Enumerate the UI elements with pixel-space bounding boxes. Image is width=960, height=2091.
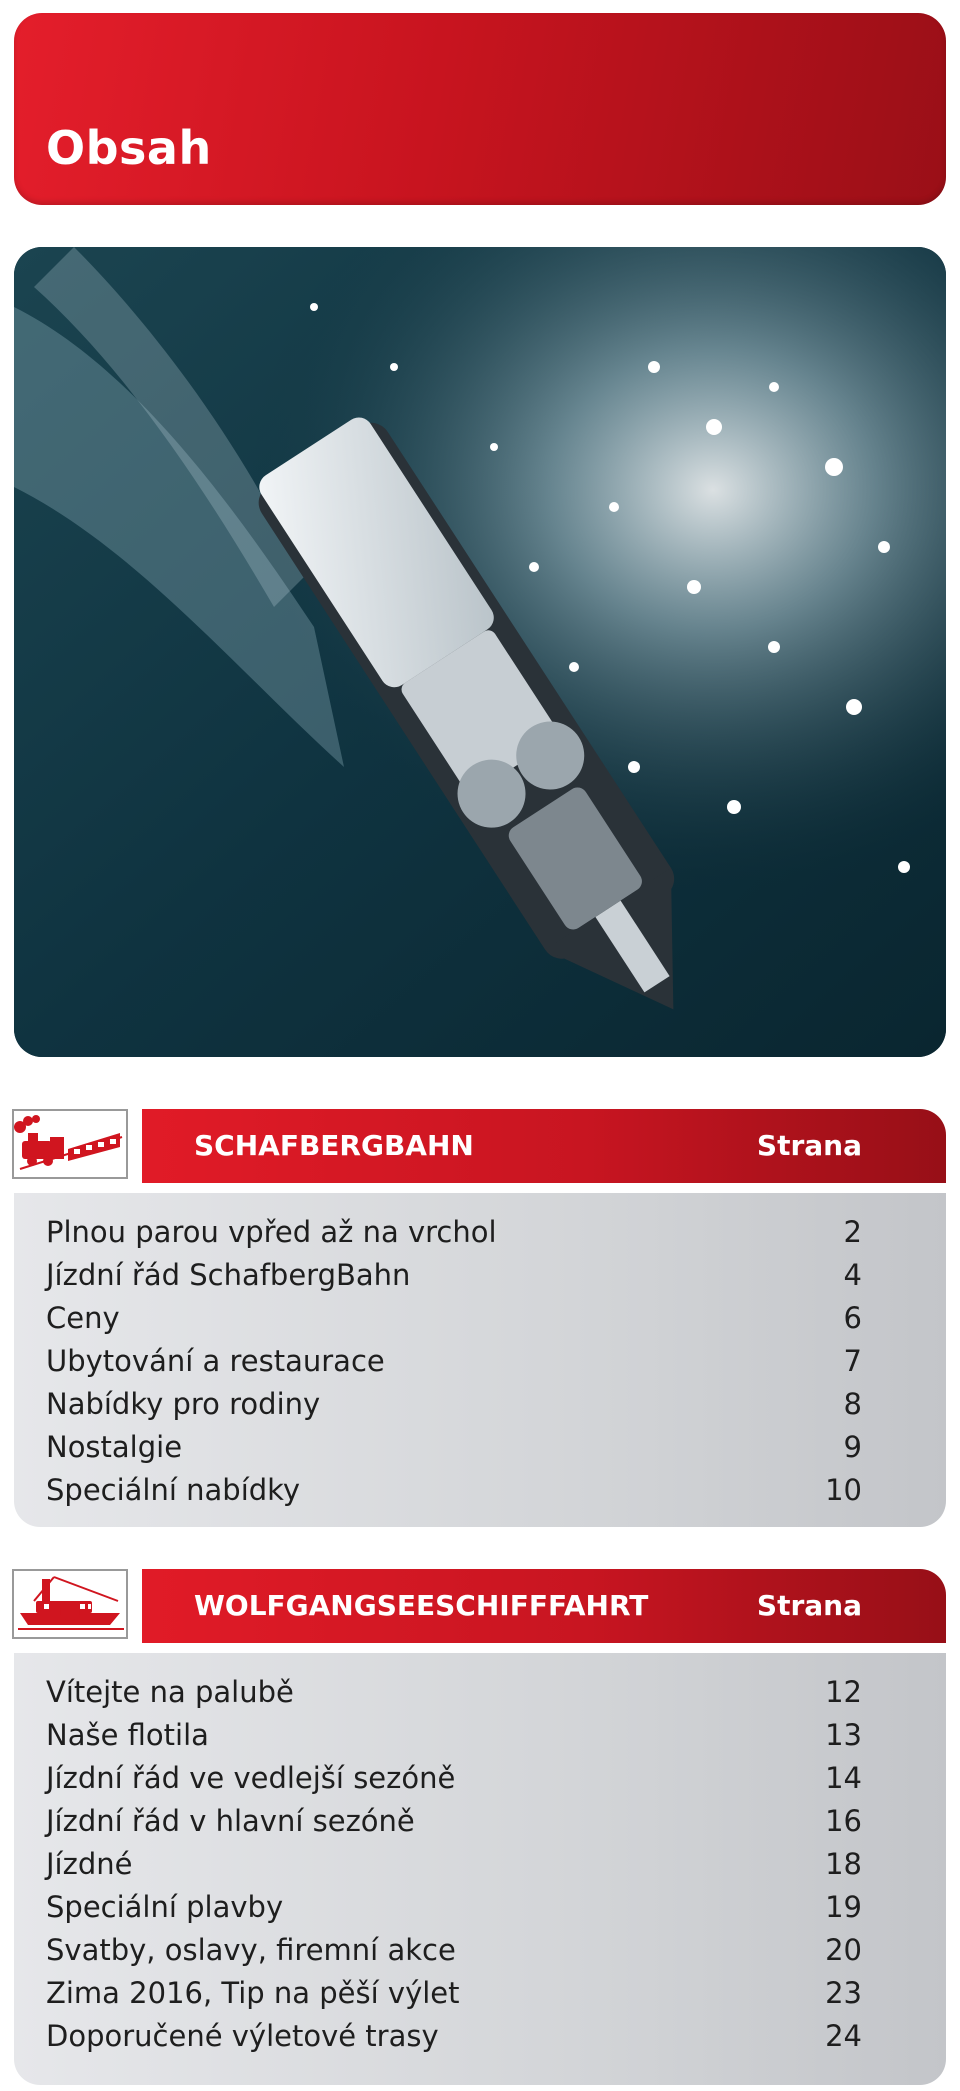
boat-photo-illustration <box>14 247 946 1057</box>
toc-entry-page: 6 <box>843 1301 862 1335</box>
toc-row[interactable] <box>46 2017 862 2060</box>
section-title: SCHAFBERGBAHN <box>194 1129 474 1162</box>
toc-row[interactable] <box>46 1845 862 1888</box>
toc-entry-label: Jízdní řád SchafbergBahn <box>46 1258 411 1292</box>
toc-entry-label: Jízdné <box>46 1847 133 1881</box>
toc-entry-page: 2 <box>843 1215 862 1249</box>
toc-row[interactable] <box>46 1428 862 1471</box>
toc-entry-label: Speciální nabídky <box>46 1473 301 1507</box>
toc-row[interactable] <box>46 1299 862 1342</box>
toc-row[interactable] <box>46 1802 862 1845</box>
toc-entry-page: 4 <box>843 1258 862 1292</box>
toc-entry-page: 20 <box>825 1933 862 1967</box>
toc-entry-label: Ceny <box>46 1301 120 1335</box>
toc-entry-label: Doporučené výletové trasy <box>46 2019 439 2053</box>
title-bar <box>14 13 946 205</box>
toc-entry-label: Nostalgie <box>46 1430 183 1464</box>
toc-entry-page: 12 <box>825 1675 862 1709</box>
toc-row[interactable] <box>46 1931 862 1974</box>
toc-row[interactable] <box>46 1759 862 1802</box>
toc-entry-page: 8 <box>843 1387 862 1421</box>
toc-row[interactable] <box>46 1385 862 1428</box>
toc-entry-page: 23 <box>825 1976 862 2010</box>
paddle-steamer-icon <box>12 1569 128 1639</box>
toc-row[interactable] <box>46 1256 862 1299</box>
toc-entry-page: 10 <box>825 1473 862 1507</box>
toc-row[interactable] <box>46 1471 862 1514</box>
boat-aerial-photo <box>14 247 946 1057</box>
toc-entry-page: 13 <box>825 1718 862 1752</box>
section-header-schafbergbahn <box>142 1109 946 1183</box>
section-list-schafbergbahn <box>14 1193 946 1527</box>
toc-entry-label: Speciální plavby <box>46 1890 284 1924</box>
page-column-label: Strana <box>756 1129 862 1162</box>
section-title: WOLFGANGSEESCHIFFFAHRT <box>194 1589 649 1622</box>
toc-entry-label: Plnou parou vpřed až na vrchol <box>46 1215 497 1249</box>
page-title: Obsah <box>46 121 212 175</box>
section-list-wolfgangseeschifffahrt <box>14 1653 946 2085</box>
toc-entry-page: 9 <box>843 1430 862 1464</box>
toc-entry-page: 18 <box>825 1847 862 1881</box>
toc-entry-label: Jízdní řád ve vedlejší sezóně <box>46 1761 456 1795</box>
toc-row[interactable] <box>46 1716 862 1759</box>
toc-entry-label: Zima 2016, Tip na pěší výlet <box>46 1976 460 2010</box>
toc-row[interactable] <box>46 1342 862 1385</box>
toc-entry-page: 24 <box>825 2019 862 2053</box>
toc-entry-label: Vítejte na palubě <box>46 1675 294 1709</box>
page-column-label: Strana <box>756 1589 862 1622</box>
steam-train-icon <box>12 1109 128 1179</box>
toc-entry-label: Naše flotila <box>46 1718 209 1752</box>
toc-entry-label: Svatby, oslavy, firemní akce <box>46 1933 456 1967</box>
toc-entry-page: 16 <box>825 1804 862 1838</box>
toc-entry-page: 7 <box>843 1344 862 1378</box>
toc-row[interactable] <box>46 1974 862 2017</box>
toc-row[interactable] <box>46 1213 862 1256</box>
toc-entry-page: 19 <box>825 1890 862 1924</box>
toc-entry-label: Nabídky pro rodiny <box>46 1387 321 1421</box>
toc-row[interactable] <box>46 1673 862 1716</box>
toc-entry-label: Ubytování a restaurace <box>46 1344 385 1378</box>
toc-entry-page: 14 <box>825 1761 862 1795</box>
toc-entry-label: Jízdní řád v hlavní sezóně <box>46 1804 415 1838</box>
section-header-wolfgangseeschifffahrt <box>142 1569 946 1643</box>
toc-row[interactable] <box>46 1888 862 1931</box>
